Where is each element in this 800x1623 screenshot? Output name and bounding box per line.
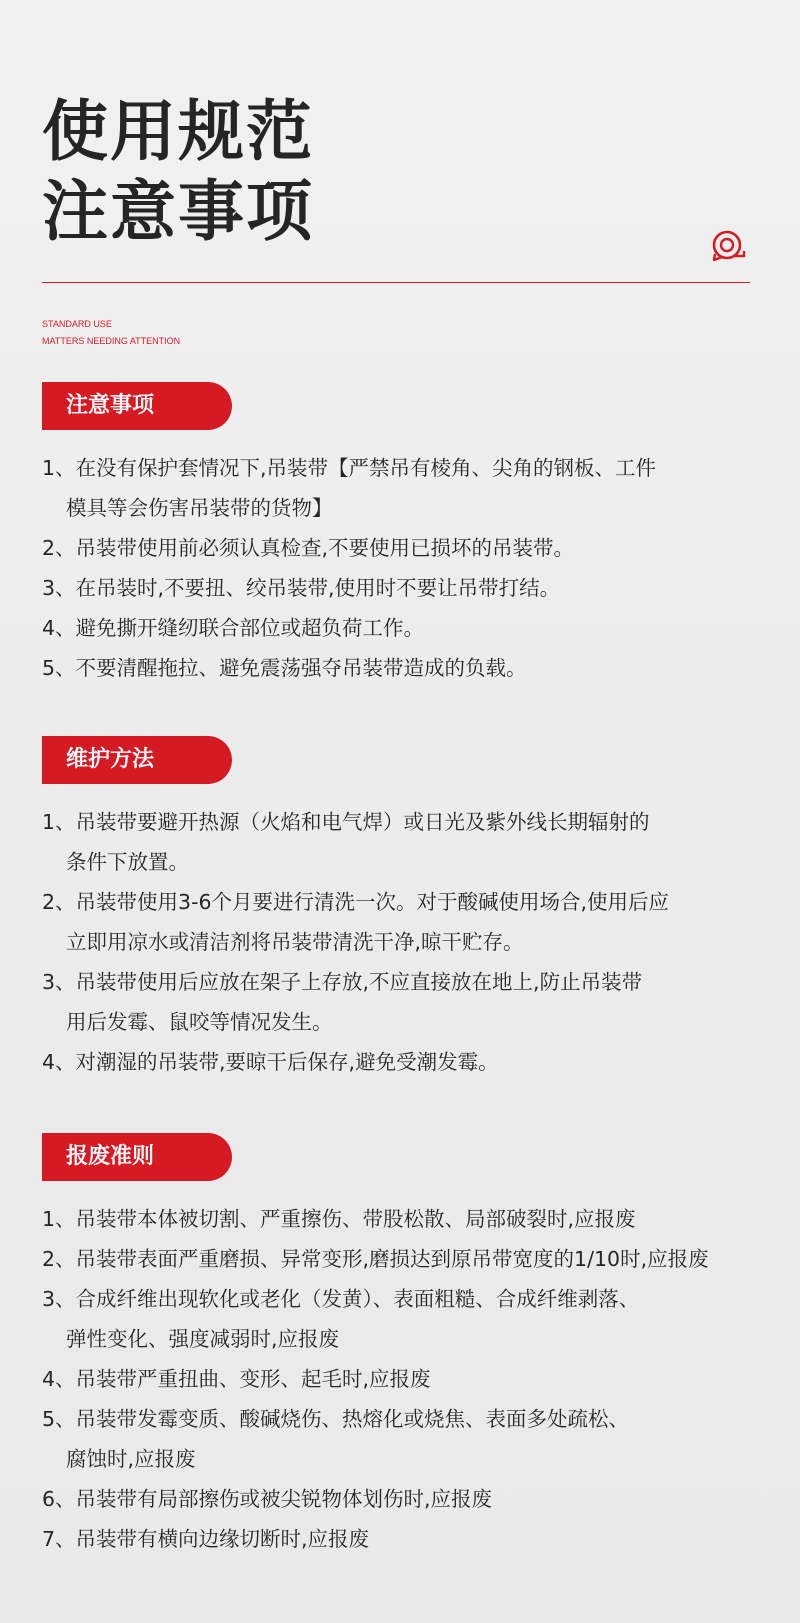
list-item: 4、避免撕开缝纫联合部位或超负荷工作。 <box>42 616 425 640</box>
scrapping-criteria-list <box>42 1199 782 1559</box>
list-item: 5、吊装带发霉变质、酸碱烧伤、热熔化或烧焦、表面多处疏松、 腐蚀时,应报废 <box>42 1407 630 1471</box>
list-item: 1、吊装带本体被切割、严重擦伤、带股松散、局部破裂时,应报废 <box>42 1207 636 1231</box>
tape-roll-icon <box>710 226 748 264</box>
subtitle-line-1: STANDARD USE <box>42 319 112 329</box>
list-item: 6、吊装带有局部擦伤或被尖锐物体划伤时,应报废 <box>42 1487 493 1511</box>
list-item: 7、吊装带有横向边缘切断时,应报废 <box>42 1527 370 1551</box>
title-line-2: 注意事项 <box>42 173 314 250</box>
subtitle-line-2: MATTERS NEEDING ATTENTION <box>42 336 181 346</box>
list-item: 2、吊装带使用3-6个月要进行清洗一次。对于酸碱使用场合,使用后应 立即用凉水或清洁剂将吊装带清洗干净,晾干贮存。 <box>42 890 670 954</box>
list-item: 1、在没有保护套情况下,吊装带【严禁吊有棱角、尖角的钢板、工件 模具等会伤害吊装带的货物】 <box>42 456 657 520</box>
subtitle <box>42 316 180 350</box>
list-item: 5、不要清醒拖拉、避免震荡强夺吊装带造成的负载。 <box>42 656 527 680</box>
page-title <box>42 92 314 252</box>
list-item: 4、对潮湿的吊装带,要晾干后保存,避免受潮发霉。 <box>42 1050 499 1074</box>
maintenance-list <box>42 802 782 1082</box>
title-line-1: 使用规范 <box>42 93 314 170</box>
list-item: 3、在吊装时,不要扭、绞吊装带,使用时不要让吊带打结。 <box>42 576 561 600</box>
list-item: 4、吊装带严重扭曲、变形、起毛时,应报废 <box>42 1367 431 1391</box>
header-divider <box>42 282 750 283</box>
list-item: 2、吊装带使用前必须认真检查,不要使用已损坏的吊装带。 <box>42 536 575 560</box>
section-heading-maintenance: 维护方法 <box>42 736 232 784</box>
precautions-list <box>42 448 782 688</box>
list-item: 3、吊装带使用后应放在架子上存放,不应直接放在地上,防止吊装带 用后发霉、鼠咬等情况发生。 <box>42 970 643 1034</box>
list-item: 2、吊装带表面严重磨损、异常变形,磨损达到原吊带宽度的1/10时,应报废 <box>42 1247 709 1271</box>
list-item: 3、合成纤维出现软化或老化（发黄）、表面粗糙、合成纤维剥落、 弹性变化、强度减弱时,应报废 <box>42 1287 640 1351</box>
list-item: 1、吊装带要避开热源（火焰和电气焊）或日光及紫外线长期辐射的 条件下放置。 <box>42 810 650 874</box>
section-heading-scrapping-criteria: 报废准则 <box>42 1133 232 1181</box>
section-heading-precautions: 注意事项 <box>42 382 232 430</box>
